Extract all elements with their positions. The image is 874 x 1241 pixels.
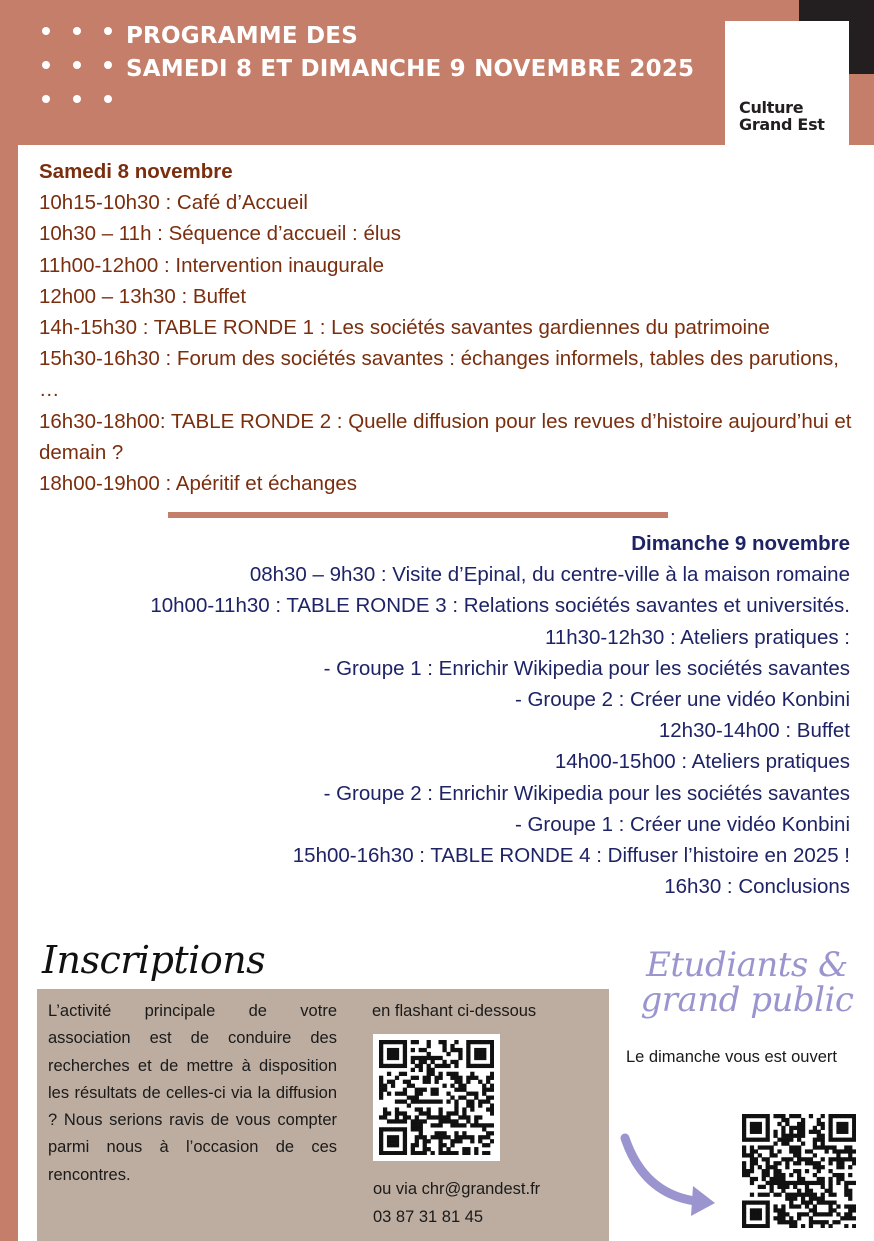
dot — [73, 27, 81, 35]
program-item: - Groupe 1 : Enrichir Wikipedia pour les sociétés savantes — [323, 656, 850, 680]
dot — [104, 95, 112, 103]
public-title-line-1: Etudiants & — [646, 945, 848, 985]
program-item: 10h00-11h30 : TABLE RONDE 3 : Relations sociétés savantes et universités. — [150, 594, 850, 618]
program-item: 18h00-19h00 : Apéritif et échanges — [39, 472, 357, 496]
program-item: 11h00-12h00 : Intervention inaugurale — [39, 253, 384, 277]
dot — [42, 61, 50, 69]
program-item: 15h30-16h30 : Forum des sociétés savantes : échanges informels, tables des parutions, … — [39, 347, 839, 402]
program-item: 15h00-16h30 : TABLE RONDE 4 : Diffuser l’histoire en 2025 ! — [292, 844, 850, 868]
program-item: - Groupe 2 : Créer une vidéo Konbini — [514, 688, 850, 712]
title-line-2: SAMEDI 8 ET DIMANCHE 9 NOVEMBRE 2025 — [126, 56, 695, 82]
registration-qr-code[interactable] — [373, 1034, 500, 1161]
dot — [42, 27, 50, 35]
culture-grand-est-logo — [725, 21, 849, 145]
dot — [104, 61, 112, 69]
program-item: 14h00-15h00 : Ateliers pratiques — [554, 750, 850, 774]
public-qr-code[interactable] — [738, 1110, 860, 1232]
logo-line-2: Grand Est — [739, 115, 825, 134]
logo-text — [739, 99, 825, 133]
public-text: Le dimanche vous est ouvert — [626, 1048, 837, 1066]
dot — [104, 27, 112, 35]
section-divider — [168, 512, 668, 518]
inscriptions-text: L’activité principale de votre association est de conduire des recherches et de mettre à disposition les résultats de celles-ci via la diffusion ? Nous serions ravis de vous compter parmi nous à l’occasion de ces rencontres. — [48, 1002, 337, 1184]
contact-email[interactable]: ou via chr@grandest.fr — [373, 1180, 541, 1198]
sunday-title: Dimanche 9 novembre — [631, 532, 850, 555]
contact-block — [373, 1175, 540, 1231]
contact-phone[interactable]: 03 87 31 81 45 — [373, 1208, 484, 1226]
program-item: 12h00 – 13h30 : Buffet — [39, 284, 247, 308]
saturday-program — [39, 156, 859, 499]
program-item: 11h30-12h30 : Ateliers pratiques : — [544, 625, 850, 649]
dot — [73, 61, 81, 69]
page-title — [126, 20, 694, 86]
dot — [73, 95, 81, 103]
program-item: 16h30-18h00: TABLE RONDE 2 : Quelle diffusion pour les revues d’histoire aujourd’hui et demain ? — [39, 409, 852, 464]
program-item: - Groupe 2 : Enrichir Wikipedia pour les sociétés savantes — [323, 781, 850, 805]
curved-arrow-icon — [615, 1128, 725, 1218]
sunday-program — [50, 528, 850, 902]
title-line-1: PROGRAMME DES — [126, 23, 358, 49]
program-item: 10h30 – 11h : Séquence d’accueil : élus — [39, 222, 402, 246]
program-item: 12h30-14h00 : Buffet — [658, 719, 850, 743]
program-item: - Groupe 1 : Créer une vidéo Konbini — [514, 812, 850, 836]
qr-pattern — [742, 1114, 856, 1228]
qr-pattern — [379, 1040, 494, 1155]
program-item: 10h15-10h30 : Café d’Accueil — [39, 191, 308, 215]
logo-line-1: Culture — [739, 98, 804, 117]
saturday-title: Samedi 8 novembre — [39, 160, 233, 183]
qr-caption: en flashant ci-dessous — [372, 1002, 537, 1020]
program-item: 14h-15h30 : TABLE RONDE 1 : Les sociétés savantes gardiennes du patrimoine — [39, 316, 770, 340]
dot — [42, 95, 50, 103]
inscriptions-title: Inscriptions — [42, 938, 266, 982]
program-item: 08h30 – 9h30 : Visite d’Epinal, du centre-ville à la maison romaine — [249, 563, 850, 587]
public-title-line-2: grand public — [640, 980, 854, 1020]
program-item: 16h30 : Conclusions — [664, 875, 850, 899]
public-title — [620, 945, 874, 1020]
